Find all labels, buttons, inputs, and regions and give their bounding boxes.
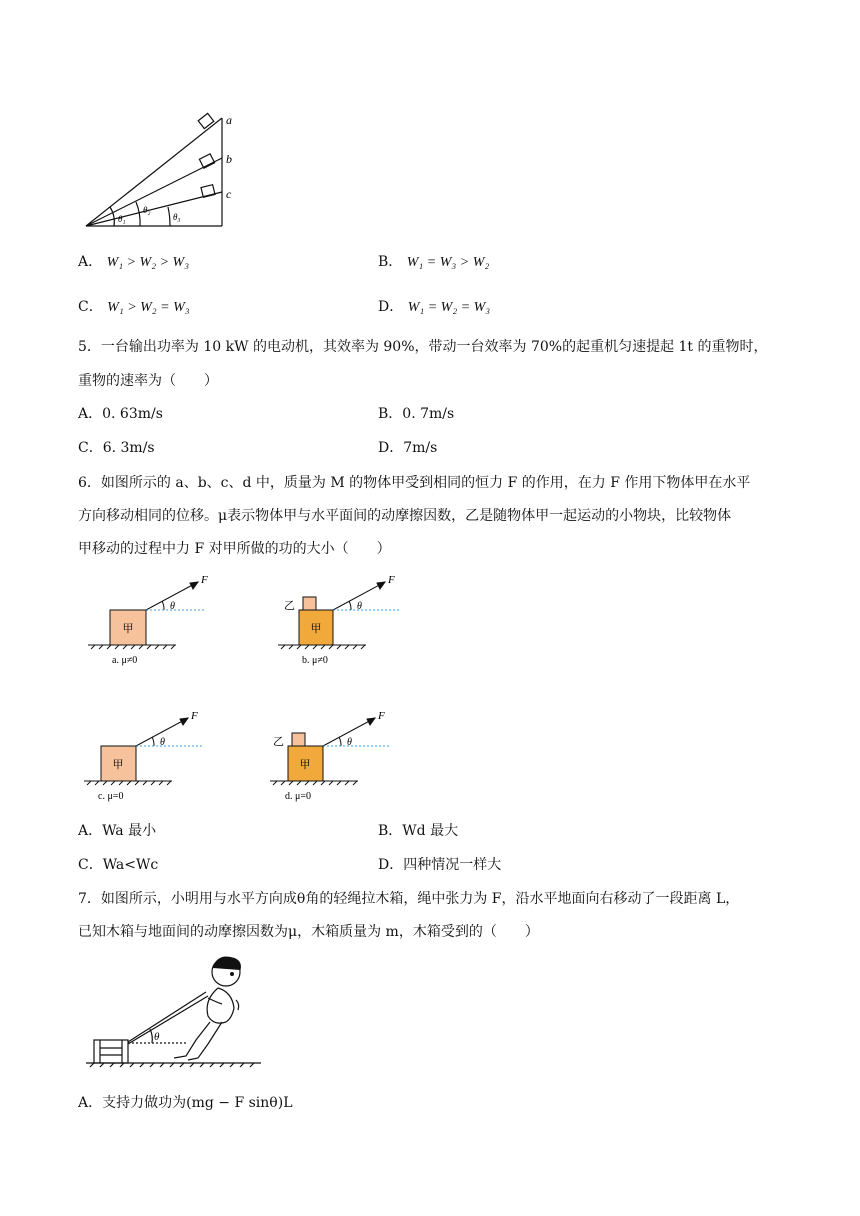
q6d-caption: d. μ=0	[285, 791, 312, 802]
q6d-block-label: 甲	[299, 759, 311, 771]
q6b-top-label: 乙	[284, 600, 295, 612]
q7-pulling-figure	[86, 952, 266, 1072]
q6b-angle-label: θ	[357, 601, 362, 612]
q6-figure-c	[84, 706, 224, 806]
q5-stem-line2: 重物的速率为（ ）	[78, 373, 218, 389]
q6d-top-label: 乙	[273, 736, 284, 748]
q6-option-d: D．四种情况一样大	[378, 857, 502, 873]
q6-stem-line3: 甲移动的过程中力 F 对甲所做的功的大小（ ）	[78, 541, 391, 557]
q5-option-a: A．0. 63m/s	[78, 406, 163, 422]
q6a-caption: a. μ≠0	[112, 655, 138, 666]
q6-stem-line2: 方向移动相同的位移。μ表示物体甲与水平面间的动摩擦因数，乙是随物体甲一起运动的小物块，比较物体	[78, 508, 732, 524]
q6-figure-d	[270, 706, 410, 806]
q6c-force-label: F	[191, 710, 198, 722]
incline-label-b: b	[226, 152, 232, 166]
q6-stem-line1: 6．如图所示的 a、b、c、d 中，质量为 M 的物体甲受到相同的恒力 F 的作用，在力 F 作用下物体甲在水平	[78, 475, 751, 491]
incline-angle-2: θ₂	[143, 205, 151, 215]
q6c-block-label: 甲	[112, 759, 124, 771]
q6-option-c: C．Wa<Wc	[78, 857, 159, 873]
q6a-block-label: 甲	[122, 623, 134, 635]
incline-label-a: a	[226, 113, 232, 127]
q6c-caption: c. μ=0	[98, 791, 124, 802]
q6a-angle-label: θ	[170, 601, 175, 612]
q4-option-c: C． W₁ > W₂ = W₃	[78, 299, 190, 315]
q6-figure-a	[88, 570, 228, 670]
q7-angle-label: θ	[154, 1031, 160, 1043]
q5-stem-line1: 5．一台输出功率为 10 kW 的电动机，其效率为 90%，带动一台效率为 70%的起重机匀速提起 1t 的重物时，	[78, 339, 768, 355]
q5-option-c: C．6. 3m/s	[78, 440, 155, 456]
q7-option-a: A．支持力做功为(mg − F sinθ)L	[78, 1095, 293, 1111]
q6a-force-label: F	[201, 574, 208, 586]
incline-angle-3: θ₃	[173, 212, 181, 222]
q6b-block-label: 甲	[310, 623, 322, 635]
q7-stem-line2: 已知木箱与地面间的动摩擦因数为μ，木箱质量为 m，木箱受到的（ ）	[78, 924, 539, 940]
q5-option-d: D．7m/s	[378, 440, 438, 456]
q4-option-d: D． W₁ = W₂ = W₃	[378, 299, 491, 315]
q6-figure-b	[278, 570, 418, 670]
q4-option-a: A． W₁ > W₂ > W₃	[78, 254, 190, 270]
incline-label-c: c	[226, 187, 232, 201]
q6b-force-label: F	[388, 574, 395, 586]
q7-stem-line1: 7．如图所示，小明用与水平方向成θ角的轻绳拉木箱，绳中张力为 F，沿水平地面向右移动了一段距离 L，	[78, 891, 740, 907]
q6c-angle-label: θ	[160, 737, 165, 748]
incline-figure	[80, 110, 250, 235]
q6-option-b: B．Wd 最大	[378, 823, 459, 839]
q6b-caption: b. μ≠0	[302, 655, 328, 666]
q6d-angle-label: θ	[347, 737, 352, 748]
q4-option-b: B． W₁ = W₃ > W₂	[378, 254, 490, 270]
q5-option-b: B．0. 7m/s	[378, 406, 455, 422]
q6d-force-label: F	[378, 710, 385, 722]
incline-angle-1: θ₁	[118, 214, 126, 224]
q6-option-a: A．Wa 最小	[78, 823, 157, 839]
